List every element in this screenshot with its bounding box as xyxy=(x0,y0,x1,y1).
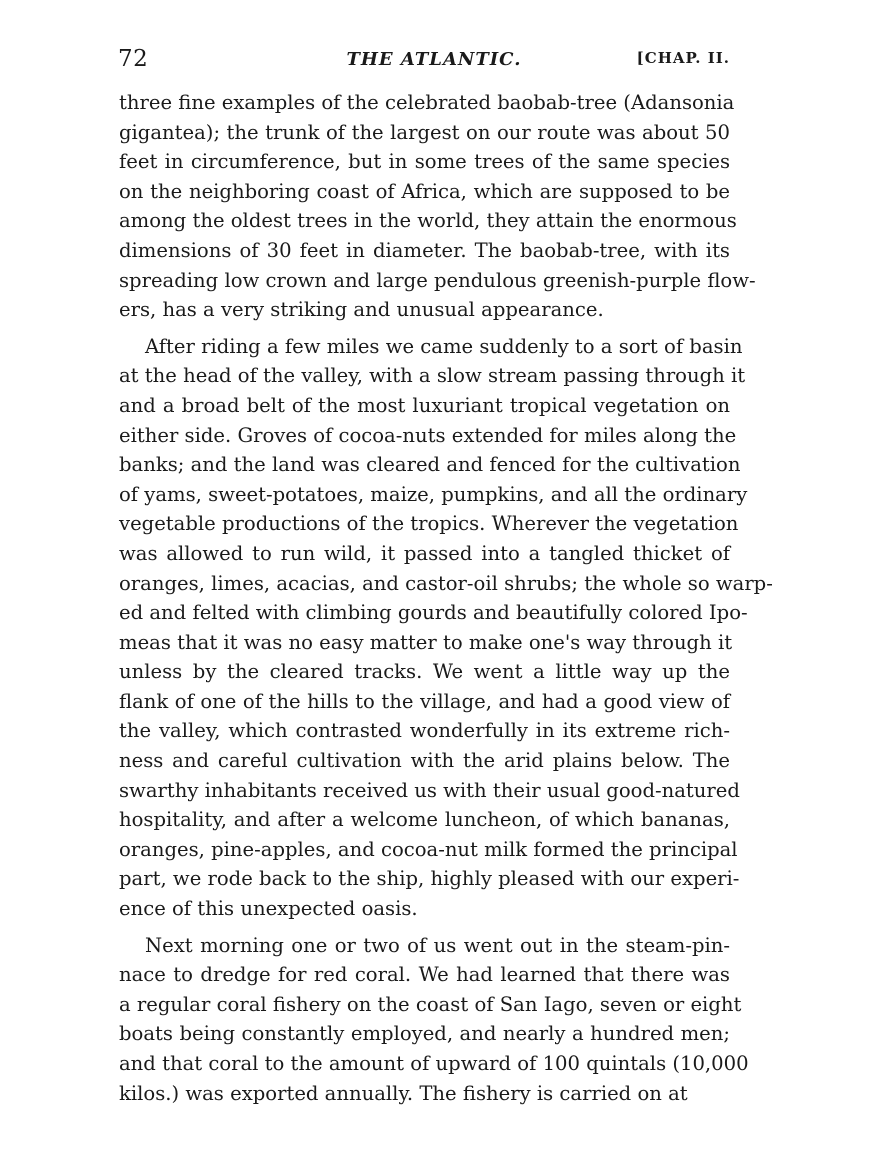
text-line: After riding a few miles we came suddenly to a sort of basin xyxy=(145,334,743,358)
body-text xyxy=(119,88,773,1108)
text-line: a regular coral fishery on the coast of San Iago, seven or eight xyxy=(119,992,742,1016)
text-line: ness and careful cultivation with the arid plains below. The xyxy=(119,749,730,773)
text-line: flank of one of the hills to the village, and had a good view of xyxy=(119,689,730,713)
text-line: nace to dredge for red coral. We had learned that there was xyxy=(119,963,730,987)
text-line: and a broad belt of the most luxuriant tropical vegetation on xyxy=(119,393,730,417)
paragraph xyxy=(119,88,756,325)
page-header xyxy=(118,46,730,78)
paragraph xyxy=(119,924,749,1109)
text-line: gigantea); the trunk of the largest on our route was about 50 xyxy=(119,120,730,144)
page-number: 72 xyxy=(118,46,149,72)
text-line: ence of this unexpected oasis. xyxy=(119,897,418,921)
text-line: of yams, sweet-potatoes, maize, pumpkins, and all the ordinary xyxy=(119,482,748,506)
text-line: three fine examples of the celebrated baobab-tree (Adansonia xyxy=(119,91,735,114)
text-line: and that coral to the amount of upward of 100 quintals (10,000 xyxy=(119,1052,749,1075)
text-line: on the neighboring coast of Africa, which are supposed to be xyxy=(119,179,730,203)
text-line: banks; and the land was cleared and fenced for the cultivation xyxy=(119,453,741,477)
paragraph xyxy=(119,325,773,924)
text-line: swarthy inhabitants received us with their usual good-natured xyxy=(119,778,740,802)
text-line: at the head of the valley, with a slow stream passing through it xyxy=(119,364,746,388)
text-line: unless by the cleared tracks. We went a little way up the xyxy=(119,660,730,684)
text-line: either side. Groves of cocoa-nuts extended for miles along the xyxy=(119,423,737,447)
text-line: kilos.) was exported annually. The fishery is carried on at xyxy=(119,1081,688,1105)
text-line: among the oldest trees in the world, they attain the enormous xyxy=(119,209,737,233)
running-title: THE ATLANTIC. xyxy=(346,49,522,70)
text-line: ed and felted with climbing gourds and beautifully colored Ipo- xyxy=(119,601,748,625)
text-line: dimensions of 30 feet in diameter. The baobab-tree, with its xyxy=(119,238,730,262)
text-line: boats being constantly employed, and nearly a hundred men; xyxy=(119,1022,730,1046)
text-line: oranges, pine-apples, and cocoa-nut milk formed the principal xyxy=(119,837,738,861)
text-line: feet in circumference, but in some trees of the same species xyxy=(119,150,730,174)
text-line: spreading low crown and large pendulous greenish-purple flow- xyxy=(119,268,756,292)
text-line: ers, has a very striking and unusual appearance. xyxy=(119,298,604,322)
text-line: hospitality, and after a welcome luncheon, of which bananas, xyxy=(119,808,730,832)
text-line: meas that it was no easy matter to make one's way through it xyxy=(119,630,733,654)
text-line: was allowed to run wild, it passed into a tangled thicket of xyxy=(119,541,730,565)
text-line: vegetable productions of the tropics. Wherever the vegetation xyxy=(119,512,739,536)
text-line: part, we rode back to the ship, highly pleased with our experi- xyxy=(119,867,740,891)
chapter-marker: [CHAP. II. xyxy=(636,49,730,67)
text-line: the valley, which contrasted wonderfully in its extreme rich- xyxy=(119,719,730,743)
text-line: oranges, limes, acacias, and castor-oil shrubs; the whole so warp- xyxy=(119,571,773,595)
text-line: Next morning one or two of us went out in the steam-pin- xyxy=(145,933,730,957)
